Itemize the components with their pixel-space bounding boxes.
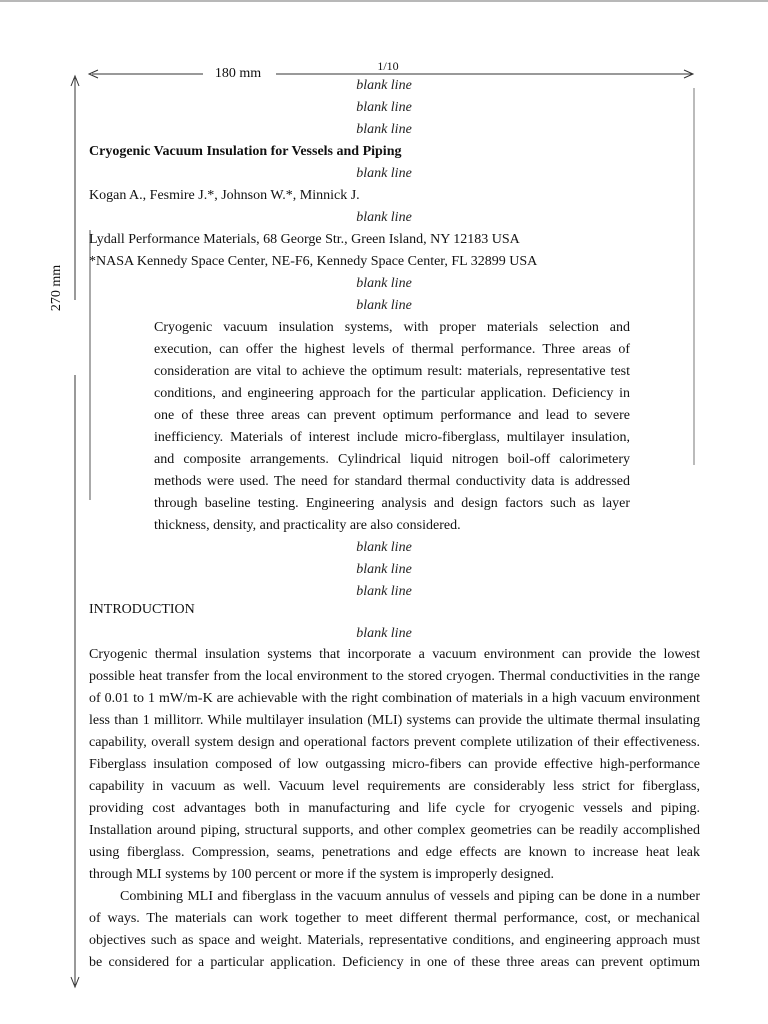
abstract-line: consideration are vital to achieve the optimum result: materials, representative test — [154, 364, 630, 379]
blank-line-marker: blank line — [356, 562, 412, 577]
abstract-line: and composite arrangements. Cylindrical liquid nitrogen boil-off calorimetery — [154, 452, 630, 467]
body-line: of ways. The materials can work together to meet different thermal performance, cost, or mechanical — [89, 911, 700, 926]
body-line: less than 1 millitorr. While multilayer insulation (MLI) systems can provide the ultimate thermal insulating — [89, 713, 700, 728]
body-line: through MLI systems by 100 percent or more if the system is improperly designed. — [89, 867, 555, 882]
width-dimension-label: 180 mm — [203, 66, 273, 82]
body-line: objectives such as space and weight. Materials, representative conditions, and engineering approach must — [89, 933, 700, 948]
height-dimension-label: 270 mm — [48, 258, 66, 318]
body-line: Combining MLI and fiberglass in the vacuum annulus of vessels and piping can be done in a number — [120, 889, 700, 904]
page-number: 1/10 — [377, 59, 399, 73]
blank-line-marker: blank line — [356, 276, 412, 291]
blank-line-marker: blank line — [356, 584, 412, 599]
abstract-line: Cryogenic vacuum insulation systems, with proper materials selection and — [154, 320, 630, 335]
abstract-line: through baseline testing. Engineering analysis and design factors such as layer — [154, 496, 630, 511]
paper-title: Cryogenic Vacuum Insulation for Vessels and Piping — [89, 144, 402, 159]
blank-line-marker: blank line — [356, 78, 412, 93]
body-line: providing cost advantages both in manufacturing and life cycle for cryogenic vessels and piping. — [89, 801, 700, 816]
abstract-line: conditions, and engineering approach for the particular application. Deficiency in — [154, 386, 630, 401]
body-line: capability, overall system design and operational factors prevent complete utilization of their effectiveness. — [89, 735, 700, 750]
body-line: capability in vacuum as well. Vacuum level requirements are considerably less strict for fiberglass, — [89, 779, 700, 794]
abstract-line: execution, can offer the highest levels of thermal performance. Three areas of — [154, 342, 630, 357]
affiliation-line: *NASA Kennedy Space Center, NE-F6, Kennedy Space Center, FL 32899 USA — [89, 254, 538, 269]
body-line: of 0.01 to 1 mW/m-K are achievable with the right combination of materials in a high vacuum environment — [89, 691, 700, 706]
body-line: possible heat transfer from the local environment to the stored cryogen. Thermal conductivities in the range — [89, 669, 700, 684]
body-line: be considered for a particular application. Deficiency in one of these three areas can prevent optimum — [89, 955, 700, 970]
blank-line-marker: blank line — [356, 540, 412, 555]
body-line: Installation around piping, structural supports, and other complex geometries can be readily accomplished — [89, 823, 700, 838]
abstract-line: thickness, density, and practicality are also considered. — [154, 518, 461, 533]
blank-line-marker: blank line — [356, 298, 412, 313]
blank-line-marker: blank line — [356, 210, 412, 225]
author-list: Kogan A., Fesmire J.*, Johnson W.*, Minnick J. — [89, 188, 360, 203]
body-line: Fiberglass insulation composed of low outgassing micro-fibers can provide effective high-performance — [89, 757, 700, 772]
abstract-line: methods were used. The need for standard thermal conductivity data is addressed — [154, 474, 630, 489]
abstract-line: one of these three areas can prevent optimum performance and lead to severe — [154, 408, 630, 423]
section-heading: INTRODUCTION — [89, 602, 195, 617]
affiliation-line: Lydall Performance Materials, 68 George Str., Green Island, NY 12183 USA — [89, 232, 520, 247]
blank-line-marker: blank line — [356, 166, 412, 181]
abstract-line: inefficiency. Materials of interest include micro-fiberglass, multilayer insulation, — [154, 430, 630, 445]
blank-line-marker: blank line — [356, 626, 412, 641]
blank-line-marker: blank line — [356, 122, 412, 137]
body-line: using fiberglass. Compression, seams, penetrations and edge effects are known to increase heat leak — [89, 845, 700, 860]
body-line: Cryogenic thermal insulation systems that incorporate a vacuum environment can provide the lowest — [89, 647, 700, 662]
blank-line-marker: blank line — [356, 100, 412, 115]
